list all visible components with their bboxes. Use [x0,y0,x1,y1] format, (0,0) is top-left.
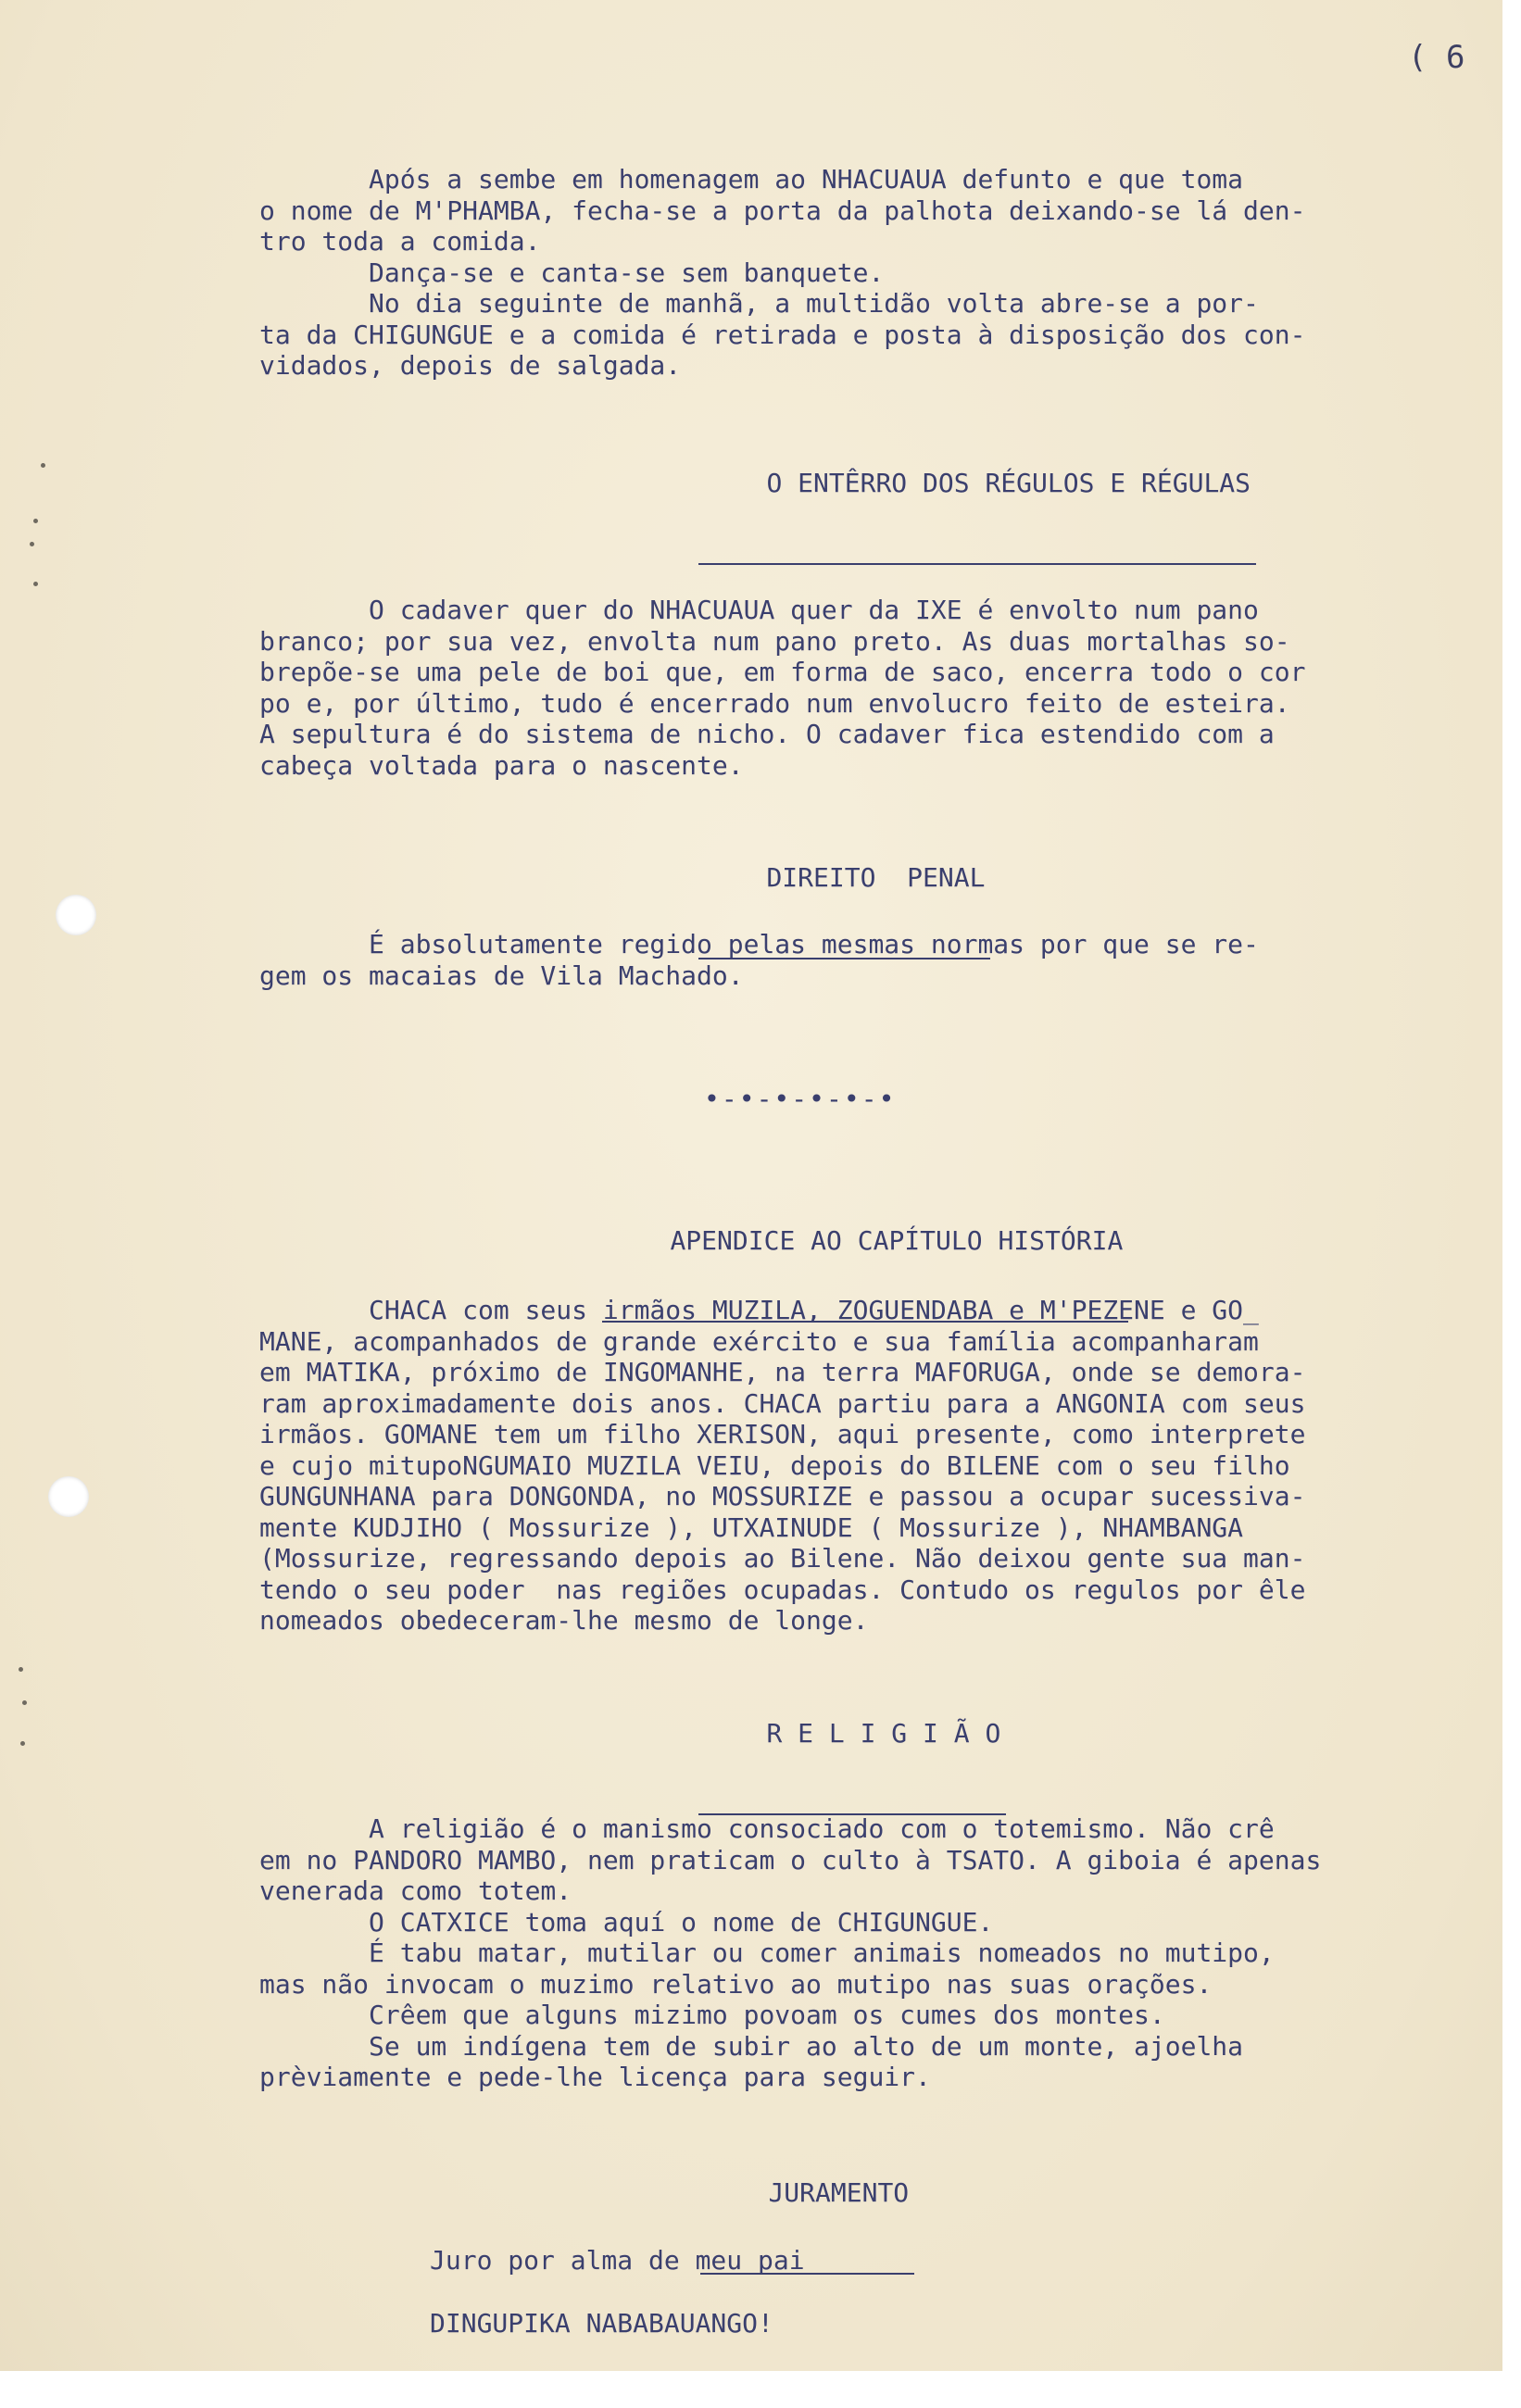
page-number: ( 6 [1408,39,1465,76]
margin-mark [19,1667,23,1672]
paragraph-religion: A religião é o manismo consociado com o totemismo. Não crê em no PANDORO MAMBO, nem praticam o culto à TSATO. A giboia é apenas venerada como totem. O CATXICE toma aquí o nome de CHIGUNGUE. É tabu matar, mutilar ou comer animais nomeados no mutipo, mas não invocam o muzimo relativo ao mutipo nas suas orações. Crêem que alguns mizimo povoam os cumes dos montes. Se um indígena tem de subir ao alto de um monte, ajoelha prèviamente e pede-lhe licença para seguir. [259,1813,1322,2092]
scan-border-right [1502,0,1521,2408]
heading-burial [704,437,1251,559]
heading-religion [704,1687,1000,1810]
heading-oath-text: JURAMENTO [768,2177,910,2208]
heading-burial-text: O ENTÊRRO DOS RÉGULOS E RÉGULAS [766,468,1251,498]
margin-mark [20,1741,25,1746]
paragraph-burial: O cadaver quer do NHACUAUA quer da IXE é envolto num pano branco; por sua vez, envolta num pano preto. As duas mortalhas so- brepõe-se uma pele de boi que, em forma de saco, encerra todo o cor po e, por último, tudo é encerrado num envolucro feito de esteira. A sepultura é do sistema de nicho. O cadaver fica estendido com a cabeça voltada para o nascente. [259,595,1306,781]
scan-border-bottom [0,2371,1521,2408]
paragraph-penal-law: É absolutamente regido pelas mesmas normas por que se re- gem os macaias de Vila Machado. [259,929,1259,991]
heading-penal-law-text: DIREITO PENAL [766,862,986,893]
heading-religion-text: R E L I G I Ã O [766,1718,1001,1749]
punch-hole-bottom [48,1476,89,1517]
margin-mark [33,519,38,523]
oath-line-1: Juro por alma de meu pai [430,2245,805,2276]
section-divider: •-•-•-•-•-• [704,1084,897,1114]
punch-hole-top [56,895,96,935]
heading-underline [698,563,1256,565]
margin-mark [30,542,34,546]
heading-appendix-text: APENDICE AO CAPÍTULO HISTÓRIA [670,1225,1124,1256]
margin-mark [41,463,45,468]
margin-mark [33,582,38,586]
paragraph-appendix: CHACA com seus irmãos MUZILA, ZOGUENDABA e M'PEZENE e GO_ MANE, acompanhados de grande exército e sua família acompanharam em MATIKA, próximo de INGOMANHE, na terra MAFORUGA, onde se demora- ram aproximadamente dois anos. CHACA partiu para a ANGONIA com seus irmãos. GOMANE tem um filho XERISON, aqui presente, como interprete e cujo mitupoNGUMAIO MUZILA VEIU, depois do BILENE com o seu filho GUNGUNHANA para DONGONDA, no MOSSURIZE e passou a ocupar sucessiva- mente KUDJIHO ( Mossurize ), UTXAINUDE ( Mossurize ), NHAMBANGA (Mossurize, regressando depois ao Bilene. Não deixou gente sua man- tendo o seu poder nas regiões ocupadas. Contudo os regulos por êle nomeados obedeceram-lhe mesmo de longe. [259,1295,1306,1636]
margin-mark [22,1700,27,1705]
oath-line-2: DINGUPIKA NABABAUANGO! [430,2308,773,2339]
paragraph-sembe: Após a sembe em homenagem ao NHACUAUA defunto e que toma o nome de M'PHAMBA, fecha-se a porta da palhota deixando-se lá den- tro toda a comida. Dança-se e canta-se sem banquete. No dia seguinte de manhã, a multidão volta abre-se a por- ta da CHIGUNGUE e a comida é retirada e posta à disposição dos con- vidados, depois de salgada. [259,164,1306,381]
